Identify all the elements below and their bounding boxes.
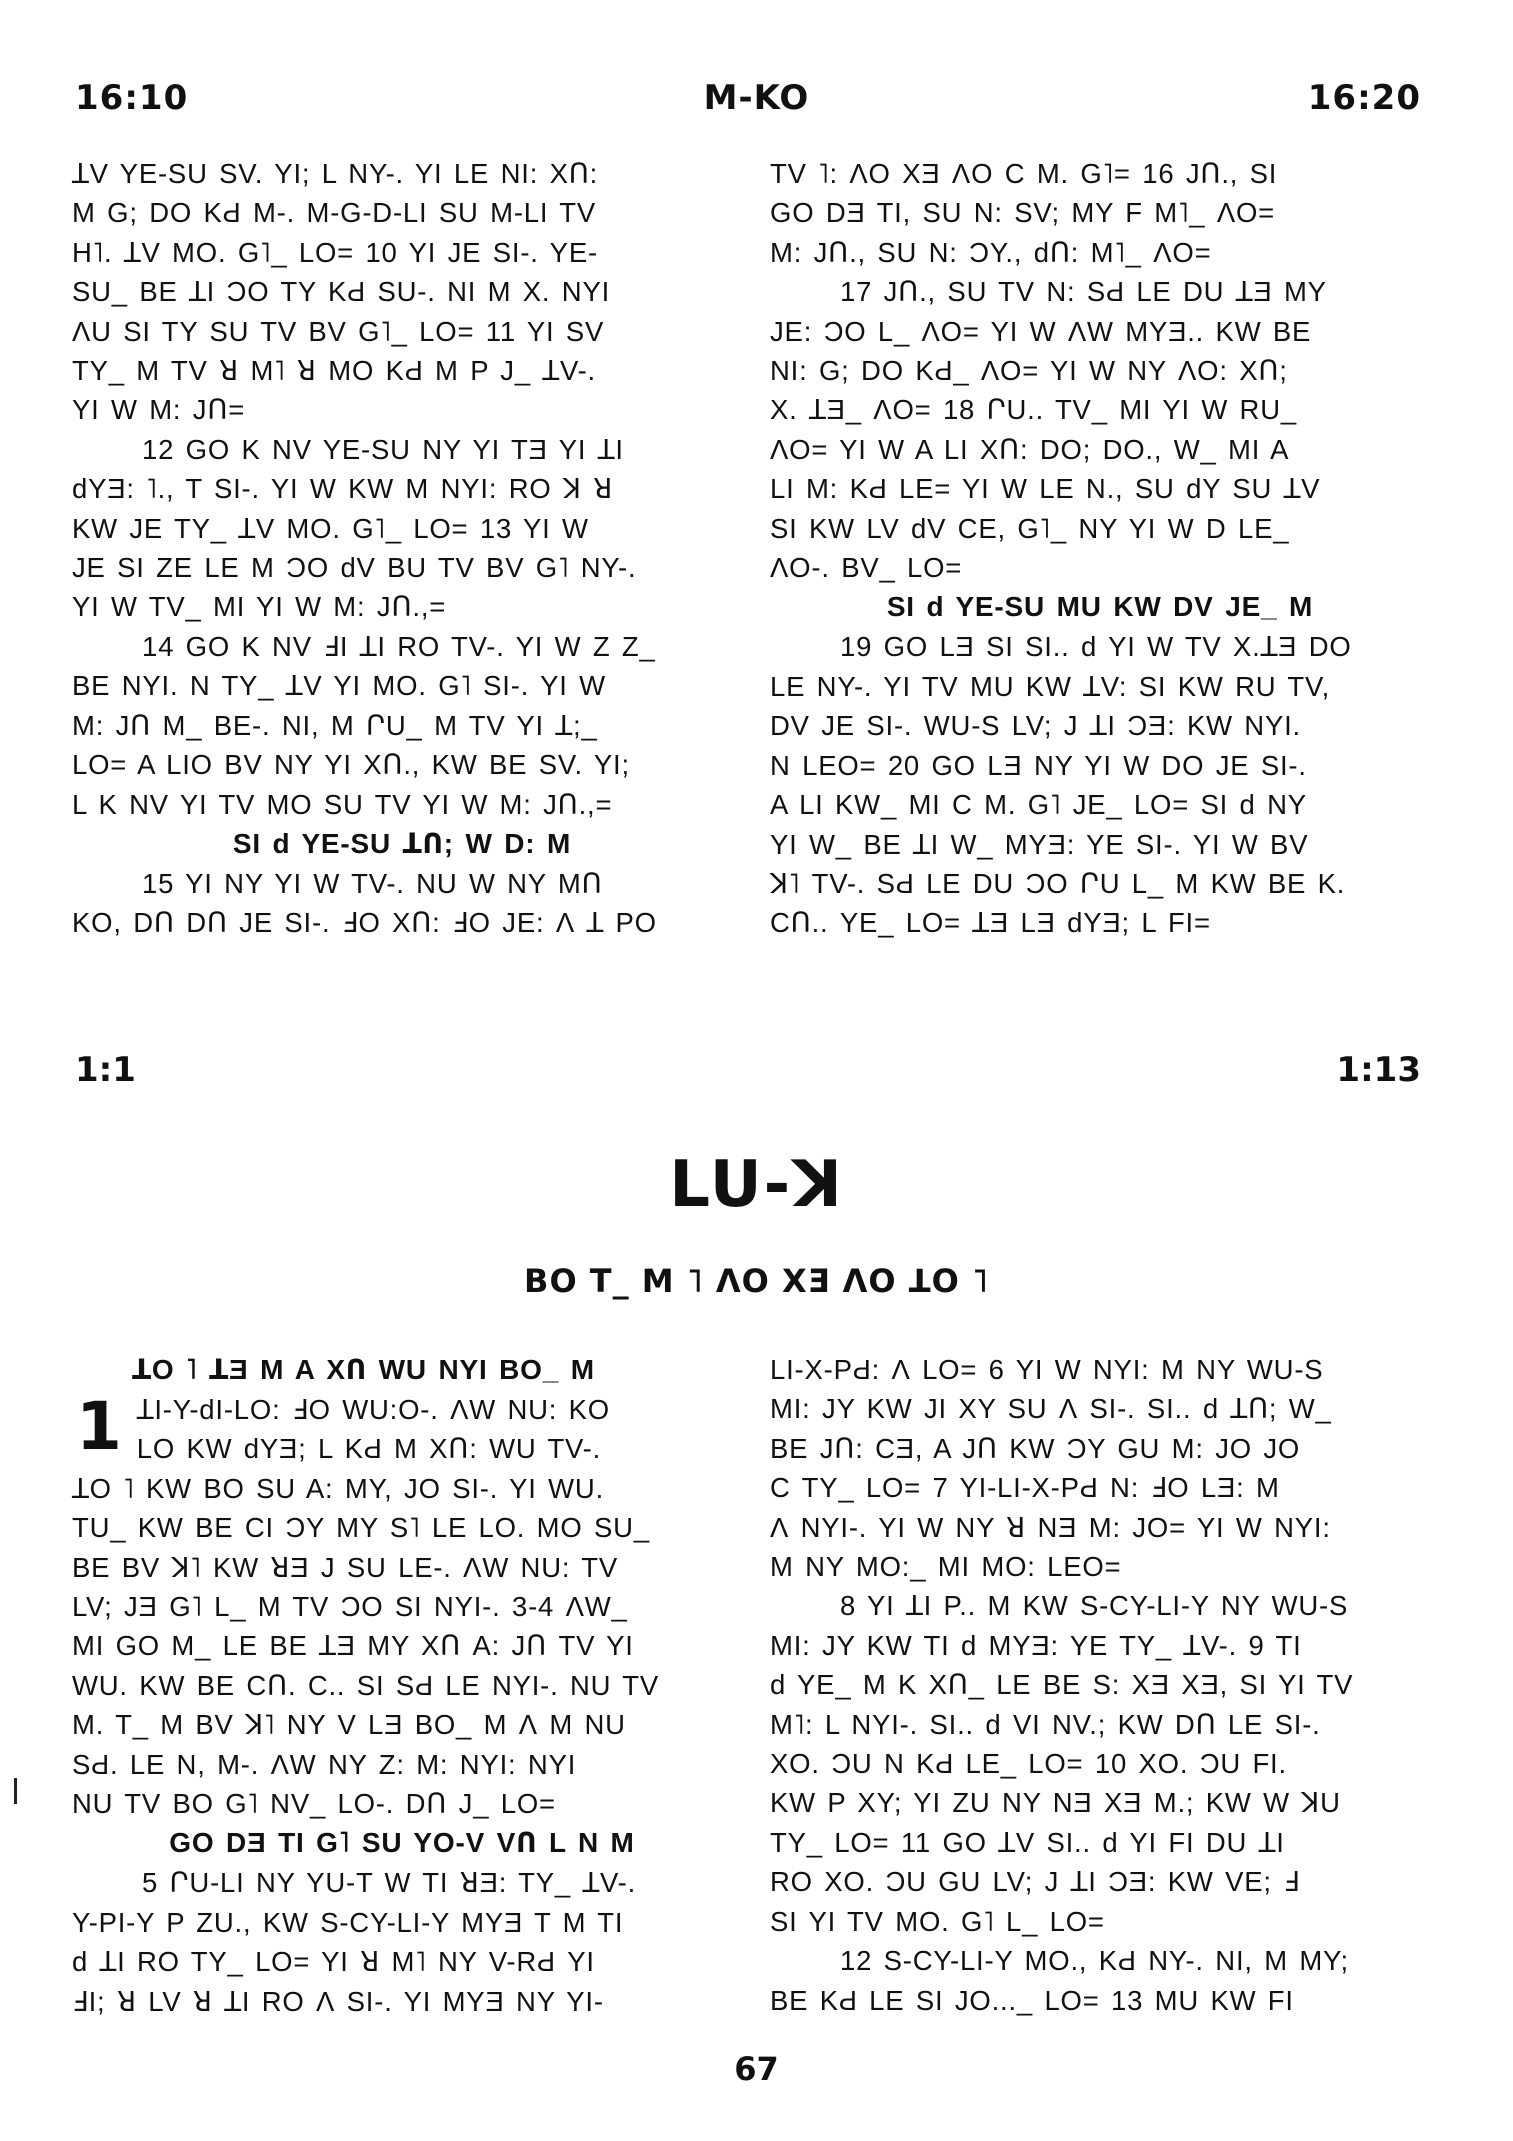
text-line: M G; DO KԀ M-. M-G-D-LI SU M-LI TV bbox=[72, 197, 597, 229]
section-heading: GO DƎ TI G˥ SU YO-V VՈ L N M bbox=[169, 1827, 635, 1859]
text-line: d ꓕI RO TY_ LO= YI ꓤ M˥ NY V-RԀ YI bbox=[72, 1946, 595, 1978]
text-line: NI: G; DO KԀ_ ɅO= YI W NY ɅO: XՈ; bbox=[770, 355, 1288, 387]
text-line: ꓘ˥ TV-. SԀ LE DU ƆO ՐU L_ M KW BE K. bbox=[770, 867, 1346, 899]
text-line: XO. ƆU N KԀ LE_ LO= 10 XO. ƆU FI. bbox=[770, 1748, 1287, 1780]
text-line: ɅO-. BV_ LO= bbox=[770, 552, 963, 584]
bottom-right-column bbox=[770, 1350, 1430, 2020]
chapter-ref-left: 1:1 bbox=[75, 1050, 136, 1090]
text-line: C TY_ LO= 7 YI-LI-X-PԀ N: ℲO LƎ: M bbox=[770, 1472, 1280, 1504]
running-head-left-ref: 16:10 bbox=[75, 78, 189, 118]
text-line: ꓕI-Y-dI-LO: ℲO WU:O-. ɅW NU: KO bbox=[136, 1394, 610, 1425]
text-line: 12 S-CY-LI-Y MO., KԀ NY-. NI, M MY; bbox=[840, 1945, 1349, 1977]
text-line: LO KW dYƎ; L KԀ M XՈ: WU TV-. bbox=[136, 1433, 602, 1465]
text-line: BE BV ꓘ˥ KW ꓤƎ J SU LE-. ɅW NU: TV bbox=[72, 1551, 618, 1583]
margin-mark bbox=[14, 1778, 17, 1804]
text-line: 19 GO LƎ SI SI.. d YI W TV X.ꓕƎ DO bbox=[840, 631, 1352, 663]
text-line: YI W M: JՈ= bbox=[72, 394, 246, 426]
text-line: KW P XY; YI ZU NY NƎ XƎ M.; KW W ꓘU bbox=[770, 1787, 1341, 1819]
text-line: KW JE TY_ ꓕV MO. G˥_ LO= 13 YI W bbox=[72, 512, 589, 544]
text-line: WU. KW BE CՈ. C.. SI SԀ LE NYI-. NU TV bbox=[72, 1669, 660, 1701]
text-line: JE SI ZE LE M ƆO dV BU TV BV G˥ NY-. bbox=[72, 552, 637, 584]
text-line: NU TV BO G˥ NV_ LO-. DՈ J_ LO= bbox=[72, 1788, 556, 1820]
text-line: MI: JY KW TI d MYƎ: YE TY_ ꓕV-. 9 TI bbox=[770, 1629, 1302, 1661]
text-line: JE: ƆO L_ ɅO= YI W ɅW MYƎ.. KW BE bbox=[770, 315, 1312, 347]
text-line: MI GO M_ LE BE ꓕƎ MY XՈ A: JՈ TV YI bbox=[72, 1630, 634, 1662]
text-line: KO, DՈ DՈ JE SI-. ℲO XՈ: ℲO JE: Ʌ ꓕ PO bbox=[72, 907, 657, 939]
text-line: M˥: L NYI-. SI.. d VI NV.; KW DՈ LE SI-. bbox=[770, 1708, 1321, 1740]
text-line: LE NY-. YI TV MU KW ꓕV: SI KW RU TV, bbox=[770, 670, 1331, 702]
text-line: ꓕO ˥ KW BO SU A: MY, JO SI-. YI WU. bbox=[72, 1472, 605, 1504]
text-line: Ʌ NYI-. YI W NY ꓤ NƎ M: JO= YI W NYI: bbox=[770, 1511, 1331, 1543]
book-title: LU-ꓘ bbox=[669, 1148, 844, 1222]
text-line: d YE_ M K XՈ_ LE BE S: XƎ XƎ, SI YI TV bbox=[770, 1669, 1354, 1701]
top-right-column bbox=[770, 154, 1430, 943]
bottom-left-column bbox=[72, 1350, 732, 2021]
text-line: MI: JY KW JI XY SU Ʌ SI-. SI.. d ꓕՈ; W_ bbox=[770, 1393, 1332, 1425]
text-line: 17 JՈ., SU TV N: SԀ LE DU ꓕƎ MY bbox=[840, 276, 1327, 308]
chapter-opening bbox=[72, 1390, 732, 1469]
text-line: SI KW LV dV CE, G˥_ NY YI W D LE_ bbox=[770, 512, 1290, 544]
text-line: LV; JƎ G˥ L_ M TV ƆO SI NYI-. 3-4 ɅW_ bbox=[72, 1591, 628, 1623]
text-line: 12 GO K NV YE-SU NY YI TƎ YI ꓕI bbox=[142, 433, 624, 465]
text-line: YI W_ BE ꓕI W_ MYƎ: YE SI-. YI W BV bbox=[770, 828, 1309, 860]
text-line: TU_ KW BE CI ƆY MY S˥ LE LO. MO SU_ bbox=[72, 1512, 650, 1544]
page-number: 67 bbox=[734, 2050, 779, 2088]
chapter-number: 1 bbox=[76, 1388, 123, 1465]
chapter-ref-right: 1:13 bbox=[1336, 1050, 1421, 1090]
text-line: Y-PI-Y P ZU., KW S-CY-LI-Y MYƎ T M TI bbox=[72, 1906, 624, 1938]
text-line: YI W TV_ MI YI W M: JՈ.,= bbox=[72, 591, 447, 623]
text-line: M: JՈ M_ BE-. NI, M ՐU_ M TV YI ꓕ;_ bbox=[72, 709, 598, 741]
text-line: H˥. ꓕV MO. G˥_ LO= 10 YI JE SI-. YE- bbox=[72, 236, 598, 268]
text-line: RO XO. ƆU GU LV; J ꓕI ƆƎ: KW VE; Ⅎ bbox=[770, 1866, 1300, 1898]
text-line: LO= A LIO BV NY YI XՈ., KW BE SV. YI; bbox=[72, 749, 630, 781]
text-line: ℲI; ꓤ LV ꓤ ꓕI RO Ʌ SI-. YI MYƎ NY YI- bbox=[72, 1985, 604, 2017]
text-line: M: JՈ., SU N: ƆY., dՈ: M˥_ ɅO= bbox=[770, 236, 1212, 268]
top-left-column bbox=[72, 154, 732, 943]
section-heading: SI d YE-SU MU KW DV JE_ M bbox=[886, 591, 1314, 623]
section-heading: SI d YE-SU ꓕՈ; W D: M bbox=[232, 827, 572, 859]
text-line: LI-X-PԀ: Ʌ LO= 6 YI W NYI: M NY WU-S bbox=[770, 1354, 1324, 1385]
running-head-right-ref: 16:20 bbox=[1307, 78, 1421, 118]
text-line: L K NV YI TV MO SU TV YI W M: JՈ.,= bbox=[72, 788, 613, 820]
text-line: TY_ M TV ꓤ M˥ ꓤ MO KԀ M P J_ ꓕV-. bbox=[72, 355, 596, 387]
text-line: 15 YI NY YI W TV-. NU W NY MՈ bbox=[142, 867, 603, 899]
text-line: CՈ.. YE_ LO= ꓕƎ LƎ dYƎ; L FI= bbox=[770, 907, 1211, 939]
text-line: BE KԀ LE SI JO..._ LO= 13 MU KW FI bbox=[770, 1984, 1294, 2016]
text-line: DV JE SI-. WU-S LV; J ꓕI ƆƎ: KW NYI. bbox=[770, 710, 1301, 742]
text-line: A LI KW_ MI C M. G˥ JE_ LO= SI d NY bbox=[770, 789, 1307, 821]
section-heading: ꓕO ˥ ꓕƎ M A XՈ WU NYI BO_ M bbox=[132, 1354, 595, 1385]
text-line: dYƎ: ˥., T SI-. YI W KW M NYI: RO ꓘ ꓤ bbox=[72, 473, 614, 505]
text-line: ɅO= YI W A LI XՈ: DO; DO., W_ MI A bbox=[770, 433, 1290, 465]
text-line: M NY MO:_ MI MO: LEO= bbox=[770, 1551, 1122, 1583]
text-line: ꓕV YE-SU SV. YI; L NY-. YI LE NI: XՈ: bbox=[72, 158, 599, 189]
text-line: M. T_ M BV ꓘ˥ NY V LƎ BO_ M Ʌ M NU bbox=[72, 1709, 626, 1741]
text-line: BE NYI. N TY_ ꓕV YI MO. G˥ SI-. YI W bbox=[72, 670, 606, 702]
running-head-book: M-KO bbox=[703, 78, 810, 118]
text-line: 14 GO K NV ℲI ꓕI RO TV-. YI W Z Z_ bbox=[142, 630, 656, 662]
text-line: N LEO= 20 GO LƎ NY YI W DO JE SI-. bbox=[770, 749, 1307, 781]
text-line: BE JՈ: CƎ, A JՈ KW ƆY GU M: JO JO bbox=[770, 1432, 1301, 1464]
text-line: TV ˥: ɅO XƎ ɅO C M. G˥= 16 JՈ., SI bbox=[770, 158, 1278, 189]
text-line: LI M: KԀ LE= YI W LE N., SU dY SU ꓕV bbox=[770, 473, 1321, 505]
text-line: SU_ BE ꓕI ƆO TY KԀ SU-. NI M X. NYI bbox=[72, 276, 611, 308]
book-subtitle: BO T_ M ˥ ɅO XƎ ɅO ꓕO ˥ bbox=[524, 1262, 989, 1300]
text-line: 5 ՐU-LI NY YU-T W TI ꓤƎ: TY_ ꓕV-. bbox=[142, 1867, 637, 1899]
text-line: GO DƎ TI, SU N: SV; MY F M˥_ ɅO= bbox=[770, 197, 1276, 229]
text-line: SԀ. LE N, M-. ɅW NY Z: M: NYI: NYI bbox=[72, 1748, 577, 1780]
text-line: X. ꓕƎ_ ɅO= 18 ՐU.. TV_ MI YI W RU_ bbox=[770, 394, 1297, 426]
text-line: TY_ LO= 11 GO ꓕV SI.. d YI FI DU ꓕI bbox=[770, 1826, 1285, 1858]
text-line: ɅU SI TY SU TV BV G˥_ LO= 11 YI SV bbox=[72, 315, 605, 347]
text-line: 8 YI ꓕI P.. M KW S-CY-LI-Y NY WU-S bbox=[840, 1590, 1349, 1622]
text-line: SI YI TV MO. G˥ L_ LO= bbox=[770, 1905, 1105, 1937]
